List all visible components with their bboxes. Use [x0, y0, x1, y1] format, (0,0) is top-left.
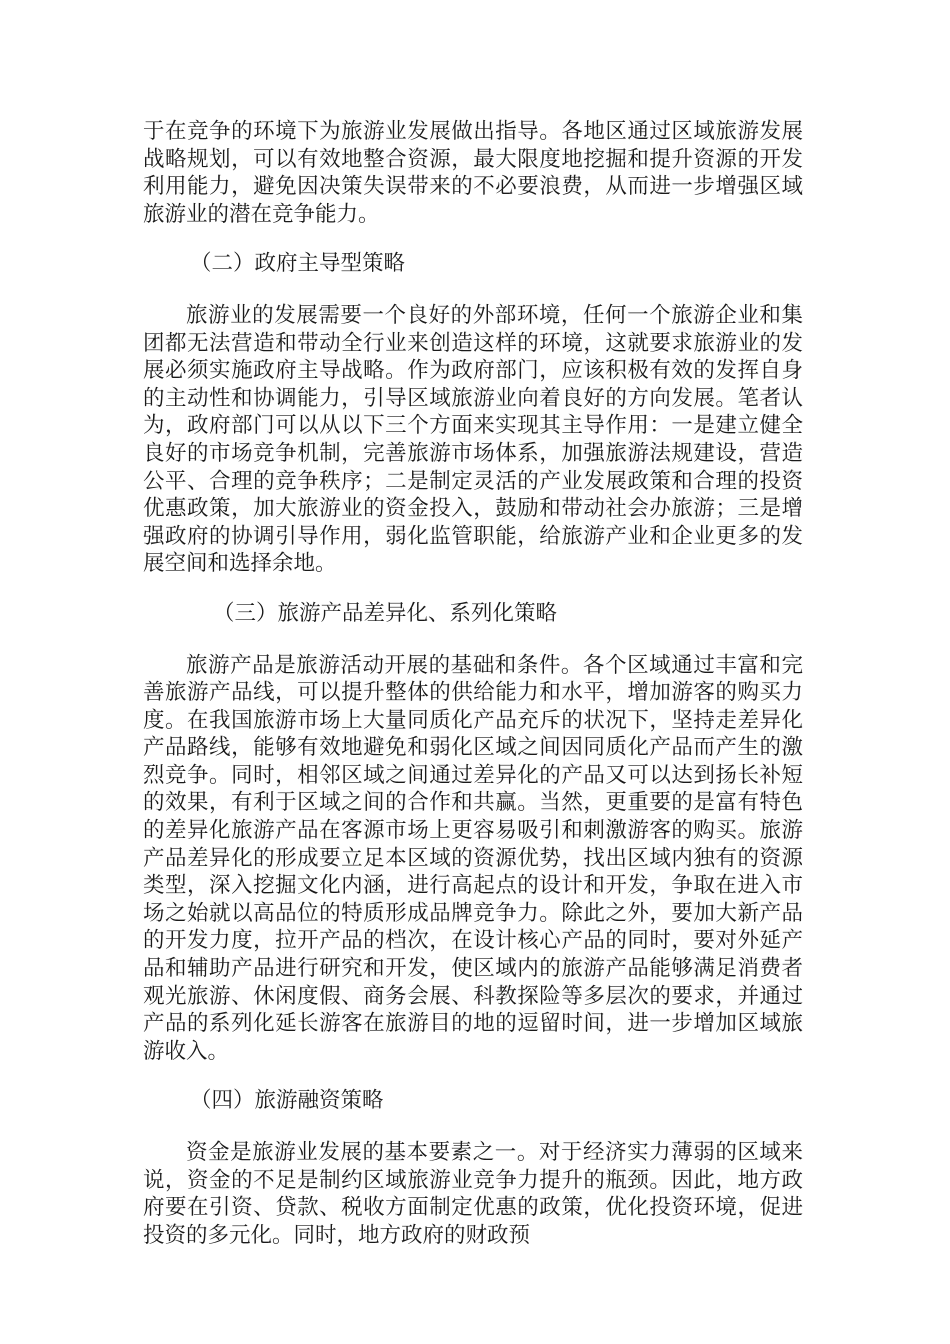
spacer	[143, 228, 803, 250]
spacer	[143, 578, 803, 600]
section-paragraph-3: 旅游产品是旅游活动开展的基础和条件。各个区域通过丰富和完善旅游产品线，可以提升整体的供给能力和水平，增加游客的购买力度。在我国旅游市场上大量同质化产品充斥的状况下，坚持走差异化产品路线，能够有效地避免和弱化区域之间因同质化产品而产生的激烈竞争。同时，相邻区域之间通过差异化的产品又可以达到扬长补短的效果，有利于区域之间的合作和共赢。当然，更重要的是富有特色的差异化旅游产品在客源市场上更容易吸引和刺激游客的购买。旅游产品差异化的形成要立足本区域的资源优势，找出区域内独有的资源类型，深入挖掘文化内涵，进行高起点的设计和开发，争取在进入市场之始就以高品位的特质形成品牌竞争力。除此之外，要加大新产品的开发力度，拉开产品的档次，在设计核心产品的同时，要对外延产品和辅助产品进行研究和开发，使区域内的旅游产品能够满足消费者观光旅游、休闲度假、商务会展、科教探险等多层次的要求，并通过产品的系列化延长游客在旅游目的地的逗留时间，进一步增加区域旅游收入。	[143, 652, 803, 1064]
spacer	[143, 628, 803, 652]
section-heading-3: （三）旅游产品差异化、系列化策略	[213, 600, 558, 626]
intro-paragraph: 于在竞争的环境下为旅游业发展做出指导。各地区通过区域旅游发展战略规划，可以有效地整合资源，最大限度地挖掘和提升资源的开发利用能力，避免因决策失误带来的不必要浪费，从而进一步增强区域旅游业的潜在竞争能力。	[143, 119, 803, 227]
section-paragraph-2: 旅游业的发展需要一个良好的外部环境，任何一个旅游企业和集团都无法营造和带动全行业来创造这样的环境，这就要求旅游业的发展必须实施政府主导战略。作为政府部门，应该积极有效的发挥自身的主动性和协调能力，引导区域旅游业向着良好的方向发展。笔者认为，政府部门可以从以下三个方面来实现其主导作用：一是建立健全良好的市场竞争机制，完善旅游市场体系，加强旅游法规建设，营造公平、合理的竞争秩序；二是制定灵活的产业发展政策和合理的投资优惠政策，加大旅游业的资金投入，鼓励和带动社会办旅游；三是增强政府的协调引导作用，弱化监管职能，给旅游产业和企业更多的发展空间和选择余地。	[143, 302, 803, 577]
section-heading-2: （二）政府主导型策略	[190, 251, 406, 277]
section-paragraph-4: 资金是旅游业发展的基本要素之一。对于经济实力薄弱的区域来说，资金的不足是制约区域旅游业竞争力提升的瓶颈。因此，地方政府要在引资、贷款、税收方面制定优惠的政策，优化投资环境，促进投资的多元化。同时，地方政府的财政预	[143, 1140, 803, 1248]
spacer	[143, 1115, 803, 1139]
section-heading-4: （四）旅游融资策略	[190, 1088, 384, 1114]
spacer	[143, 278, 803, 302]
document-page	[143, 118, 803, 1249]
spacer	[143, 1065, 803, 1087]
